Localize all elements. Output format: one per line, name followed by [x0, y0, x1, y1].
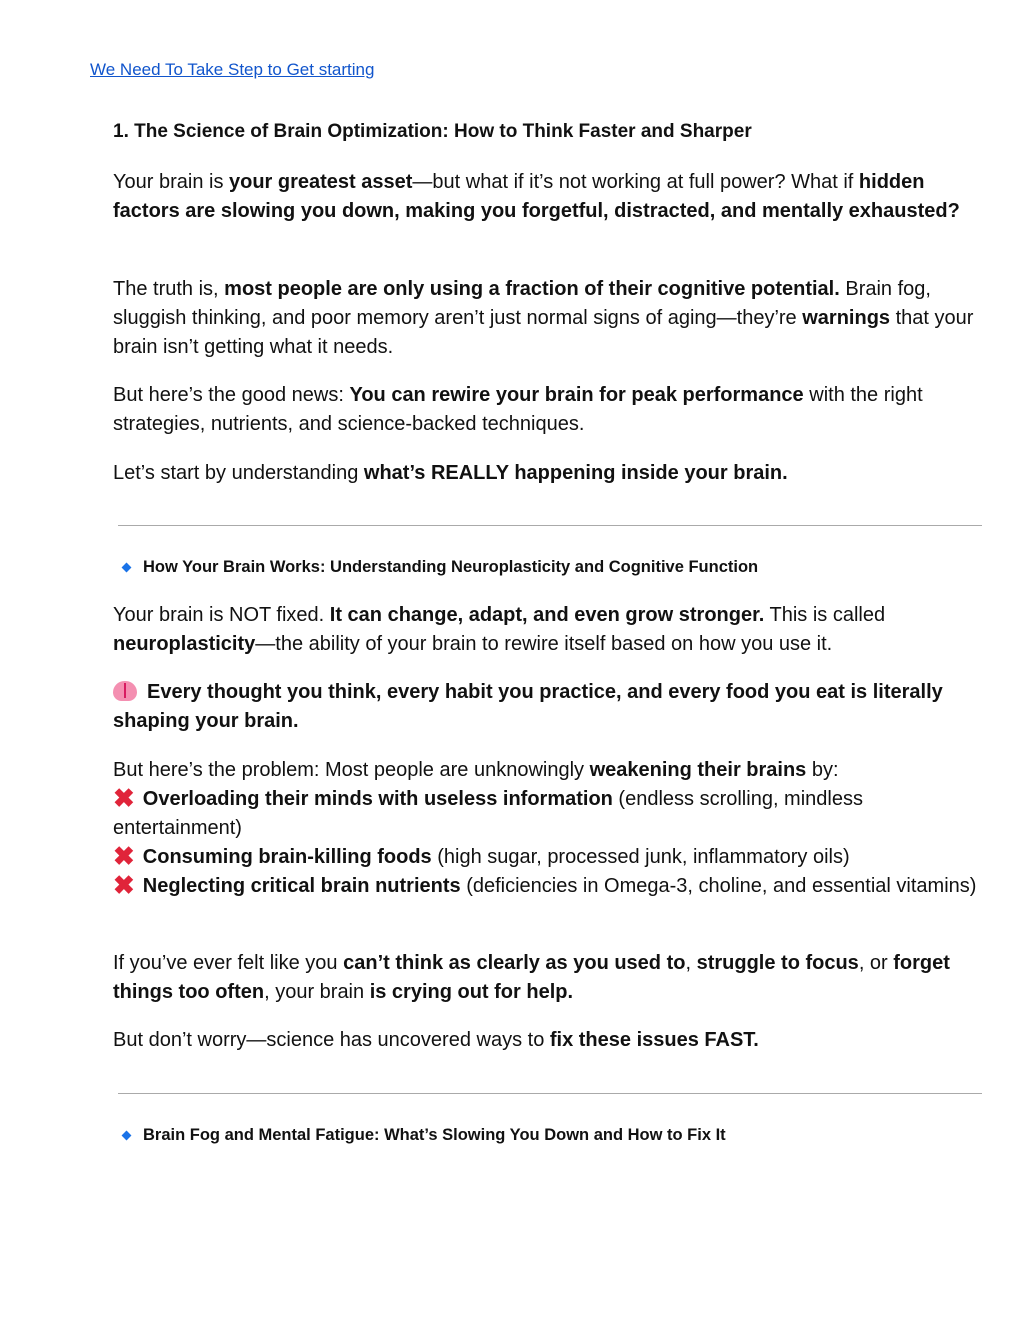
divider: [118, 1093, 982, 1094]
list-item: ✖ Consuming brain-killing foods (high sugar, processed junk, inflammatory oils): [113, 841, 850, 871]
list-item: ✖ Overloading their minds with useless information (endless scrolling, mindless entertainment): [113, 783, 863, 839]
sub-heading-brain-works: How Your Brain Works: Understanding Neuroplasticity and Cognitive Function: [120, 558, 758, 577]
sub-heading-brain-fog: Brain Fog and Mental Fatigue: What’s Slowing You Down and How to Fix It: [120, 1126, 726, 1145]
problem-intro: But here’s the problem: Most people are unknowingly weakening their brains by:: [113, 759, 839, 781]
diamond-icon: [122, 563, 132, 573]
diamond-icon: [122, 1131, 132, 1141]
paragraph-dont-worry: But don’t worry—science has uncovered ways to fix these issues FAST.: [113, 1029, 759, 1051]
list-item: ✖ Neglecting critical brain nutrients (deficiencies in Omega-3, choline, and essential vitamins): [113, 870, 977, 900]
x-mark-icon: ✖: [113, 841, 135, 871]
paragraph-good-news: But here’s the good news: You can rewire your brain for peak performance with the right strategies, nutrients, and science-backed techniques.: [113, 384, 923, 435]
paragraph-greatest-asset: Your brain is your greatest asset—but what if it’s not working at full power? What if hidden factors are slowing you down, making you forgetful, distracted, and mentally exhausted?: [113, 171, 960, 222]
problem-list: [113, 756, 993, 901]
paragraph-truth: The truth is, most people are only using a fraction of their cognitive potential. Brain fog, sluggish thinking, and poor memory aren’t just normal signs of aging—they’re warnings that your brain isn’t getting what it needs.: [113, 278, 974, 358]
paragraph-shaping-brain: Every thought you think, every habit you practice, and every food you eat is literally shaping your brain.: [113, 681, 943, 732]
paragraph-lets-start: Let’s start by understanding what’s REALLY happening inside your brain.: [113, 462, 788, 484]
section-title: 1. The Science of Brain Optimization: How to Think Faster and Sharper: [113, 121, 752, 142]
x-mark-icon: ✖: [113, 783, 135, 813]
x-mark-icon: ✖: [113, 870, 135, 900]
top-link[interactable]: We Need To Take Step to Get starting: [90, 60, 375, 79]
divider: [118, 525, 982, 526]
paragraph-crying-out: If you’ve ever felt like you can’t think as clearly as you used to, struggle to focus, or forget things too often, your brain is crying out for help.: [113, 952, 950, 1003]
brain-icon: [113, 681, 137, 701]
paragraph-not-fixed: Your brain is NOT fixed. It can change, adapt, and even grow stronger. This is called neuroplasticity—the ability of your brain to rewire itself based on how you use it.: [113, 604, 886, 655]
